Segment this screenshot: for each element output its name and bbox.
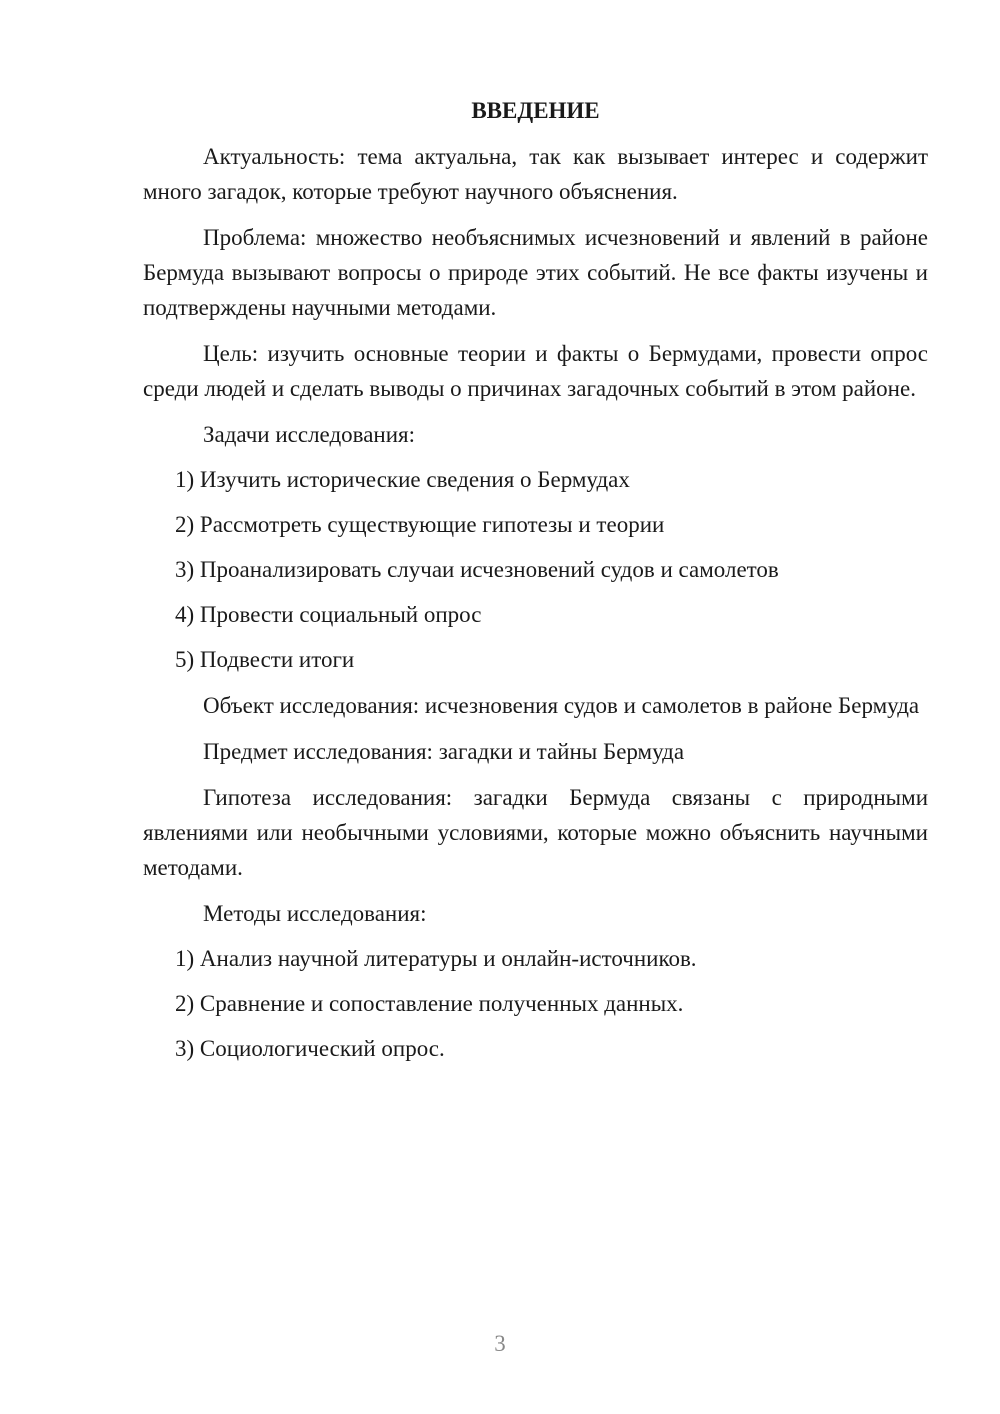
goal-paragraph: Цель: изучить основные теории и факты о Бермудами, провести опрос среди людей и сделать выводы о причинах загадочных событий в этом районе.: [143, 341, 928, 401]
page-number: 3: [494, 1331, 506, 1356]
methods-heading: Методы исследования:: [203, 901, 427, 926]
problem-paragraph: Проблема: множество необъяснимых исчезновений и явлений в районе Бермуда вызывают вопросы о природе этих событий. Не все факты изучены и подтверждены научными методами.: [143, 225, 928, 320]
list-item: 3) Проанализировать случаи исчезновений судов и самолетов: [175, 557, 779, 582]
hypothesis-paragraph: Гипотеза исследования: загадки Бермуда связаны с природными явлениями или необычными условиями, которые можно объяснить научными методами.: [143, 785, 928, 880]
subject-paragraph: Предмет исследования: загадки и тайны Бермуда: [203, 739, 685, 764]
object-paragraph: Объект исследования: исчезновения судов и самолетов в районе Бермуда: [203, 693, 920, 718]
list-item: 3) Социологический опрос.: [175, 1036, 445, 1061]
list-item: 1) Изучить исторические сведения о Бермудах: [175, 467, 630, 492]
list-item: 5) Подвести итоги: [175, 647, 355, 672]
list-item: 2) Сравнение и сопоставление полученных данных.: [175, 991, 684, 1016]
page-content: [143, 95, 928, 1077]
tasks-heading: Задачи исследования:: [203, 422, 416, 447]
list-item: 1) Анализ научной литературы и онлайн-источников.: [175, 946, 697, 971]
section-title: ВВЕДЕНИЕ: [471, 98, 600, 123]
list-item: 4) Провести социальный опрос: [175, 602, 482, 627]
methods-list: [143, 941, 928, 1066]
tasks-list: [143, 462, 928, 677]
list-item: 2) Рассмотреть существующие гипотезы и теории: [175, 512, 665, 537]
relevance-paragraph: Актуальность: тема актуальна, так как вызывает интерес и содержит много загадок, которые требуют научного объяснения.: [143, 144, 928, 204]
